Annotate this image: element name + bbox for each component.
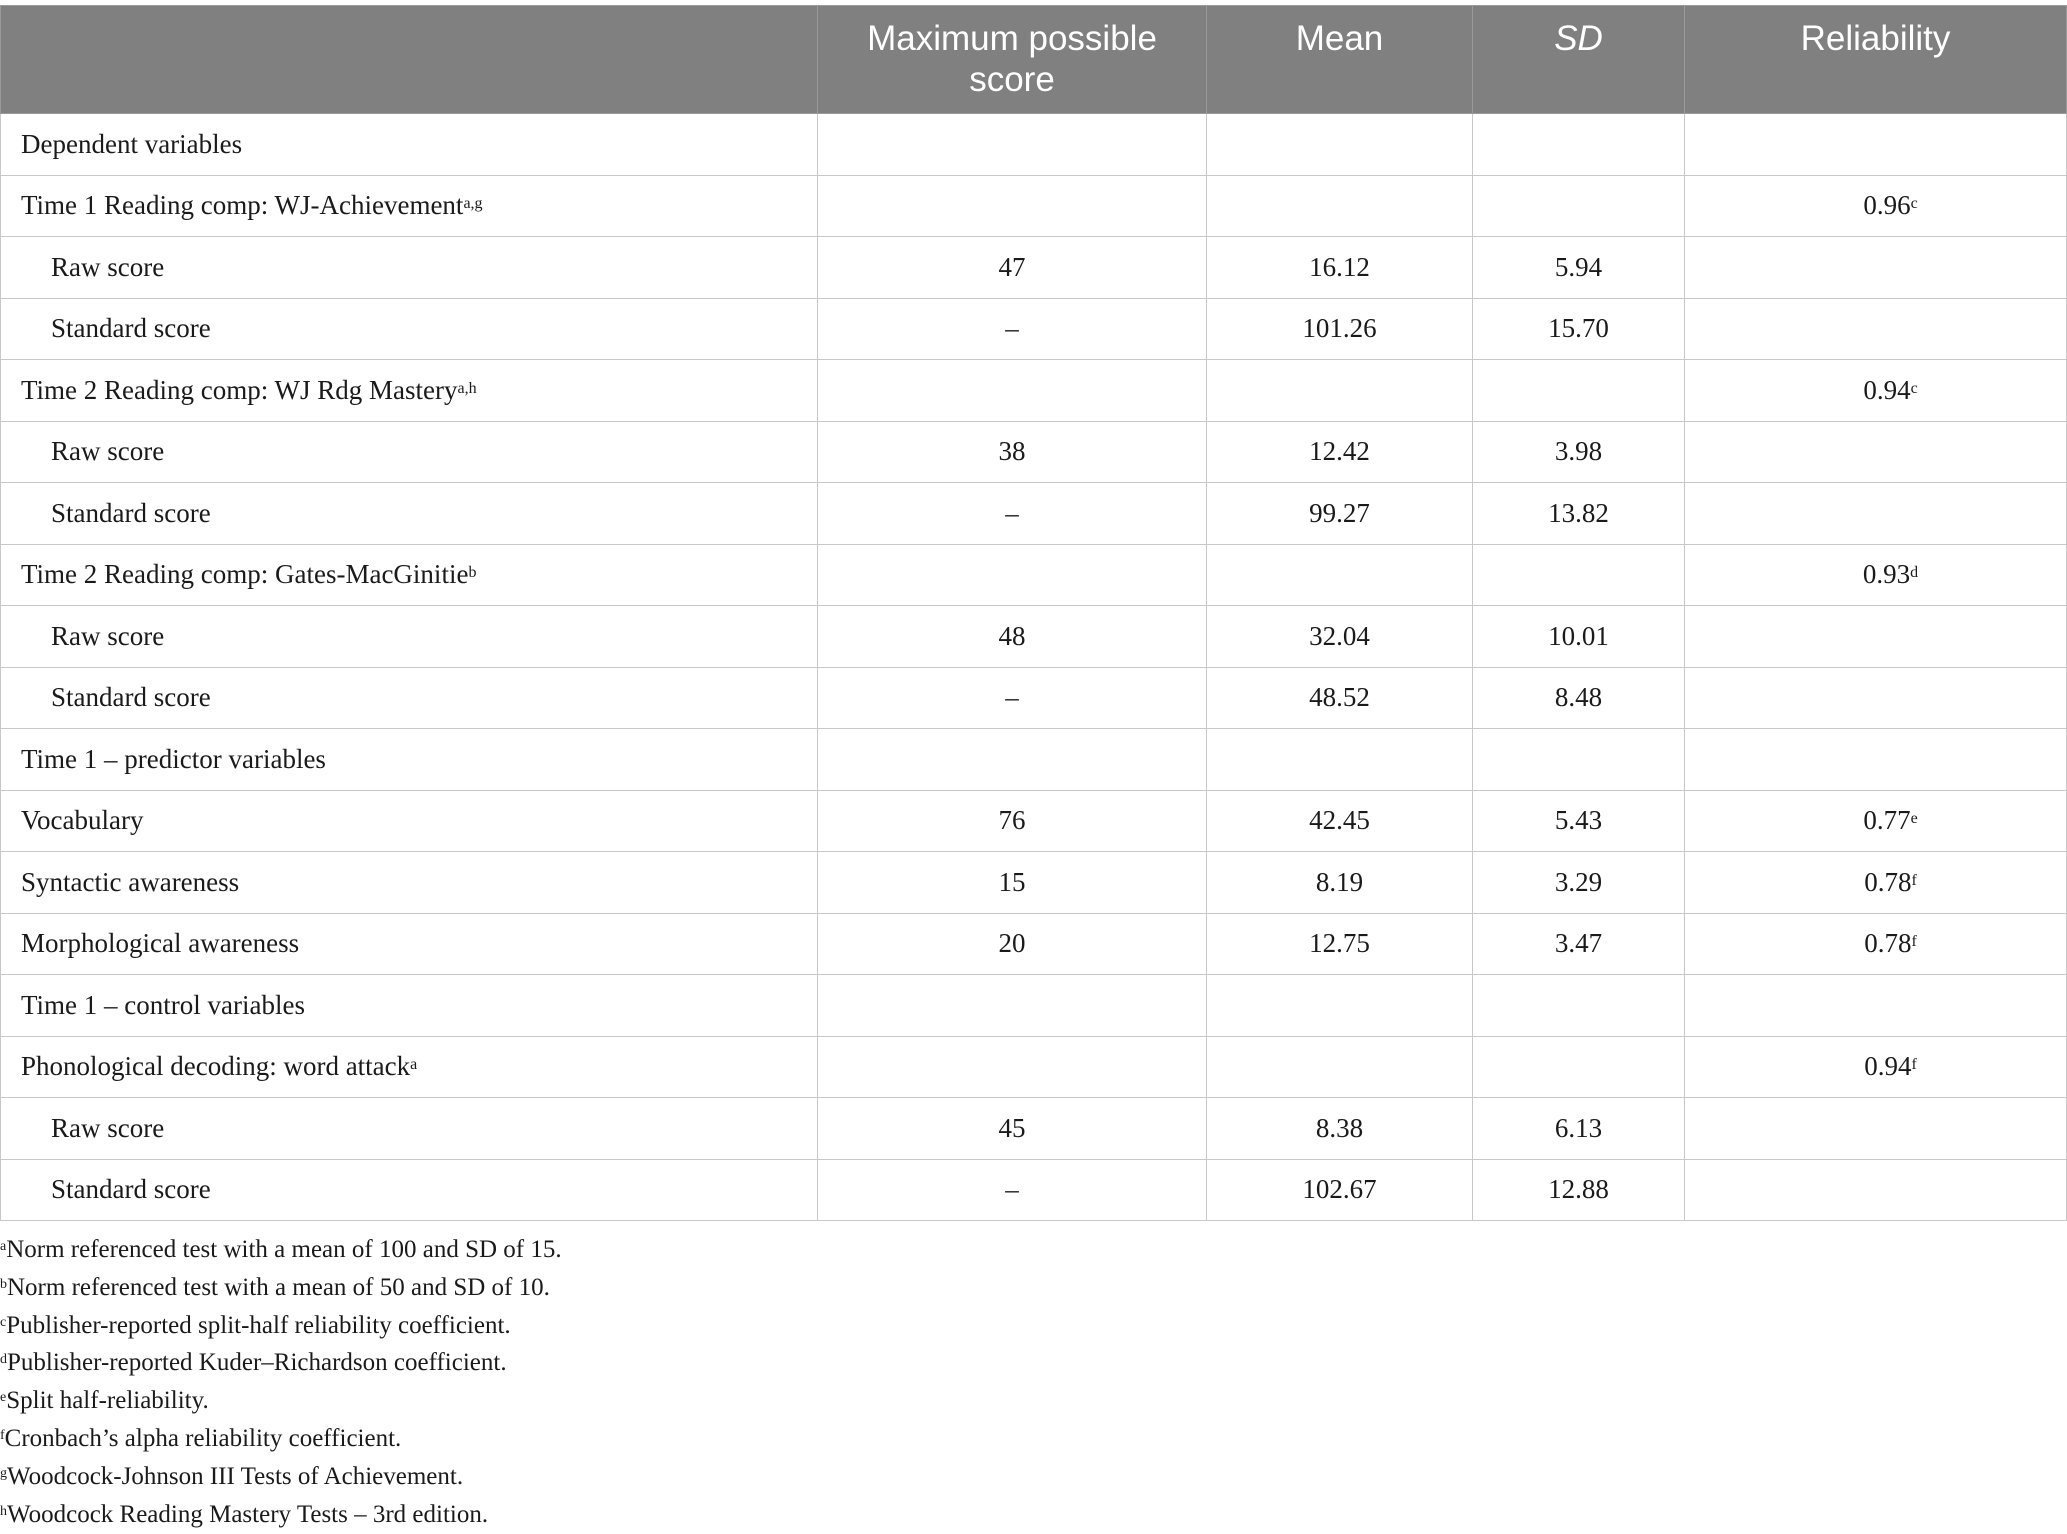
- reliability-cell: [1685, 790, 2067, 852]
- reliability-value: 0.77: [1863, 805, 1911, 836]
- footnote-text: Publisher-reported split-half reliability coefficient.: [6, 1311, 511, 1339]
- sd-cell: 3.98: [1473, 421, 1685, 483]
- footnote-item: [0, 1496, 2060, 1534]
- reliability-value: 0.94: [1863, 374, 1911, 405]
- reliability-footnote-mark: f: [1911, 933, 1917, 951]
- sd-cell: [1473, 975, 1685, 1037]
- descriptive-statistics-table: [0, 5, 2067, 1221]
- reliability-cell: [1685, 729, 2067, 791]
- mean-cell: [1207, 729, 1473, 791]
- table-row: [1, 667, 2067, 729]
- mean-cell: 32.04: [1207, 606, 1473, 668]
- footnote-mark: b: [0, 1276, 7, 1292]
- footnote-mark: e: [0, 1390, 7, 1406]
- mean-cell: 99.27: [1207, 483, 1473, 545]
- reliability-cell: [1685, 298, 2067, 360]
- footnote-text: Publisher-reported Kuder–Richardson coefficient.: [7, 1349, 507, 1377]
- sd-cell: [1473, 544, 1685, 606]
- footnote-item: [0, 1231, 2060, 1269]
- table-row: [1, 1036, 2067, 1098]
- reliability-cell: [1685, 667, 2067, 729]
- mean-cell: [1207, 360, 1473, 422]
- table-row: [1, 114, 2067, 176]
- table-body: [1, 114, 2067, 1221]
- footnote-item: [0, 1458, 2060, 1496]
- row-label-cell: [1, 544, 818, 606]
- sd-cell: 13.82: [1473, 483, 1685, 545]
- table-row: [1, 360, 2067, 422]
- sd-cell: 5.94: [1473, 237, 1685, 299]
- sd-cell: [1473, 729, 1685, 791]
- table-row: [1, 852, 2067, 914]
- max-possible-score-cell: –: [818, 1159, 1207, 1221]
- table-footnotes: [0, 1231, 2060, 1533]
- sd-cell: 6.13: [1473, 1098, 1685, 1160]
- max-possible-score-cell: 38: [818, 421, 1207, 483]
- table-row: [1, 298, 2067, 360]
- row-label-cell: [1, 1159, 818, 1221]
- row-label-footnote-mark: b: [468, 564, 477, 582]
- footnote-item: [0, 1344, 2060, 1382]
- row-label-cell: [1, 298, 818, 360]
- reliability-cell: [1685, 237, 2067, 299]
- row-label: Raw score: [51, 251, 165, 282]
- table-row: [1, 913, 2067, 975]
- reliability-footnote-mark: c: [1910, 379, 1918, 397]
- max-possible-score-cell: 45: [818, 1098, 1207, 1160]
- sd-cell: 8.48: [1473, 667, 1685, 729]
- max-possible-score-cell: 15: [818, 852, 1207, 914]
- row-label: Time 1 Reading comp: WJ-Achievement: [21, 190, 464, 221]
- header-max-possible-score: Maximum possible score: [818, 6, 1207, 114]
- max-possible-score-cell: [818, 729, 1207, 791]
- row-label-cell: [1, 360, 818, 422]
- header-blank: [1, 6, 818, 114]
- sd-cell: 3.47: [1473, 913, 1685, 975]
- row-label-cell: [1, 606, 818, 668]
- row-label-cell: [1, 667, 818, 729]
- row-label: Time 2 Reading comp: WJ Rdg Mastery: [21, 374, 458, 405]
- reliability-footnote-mark: c: [1910, 195, 1918, 213]
- table-row: [1, 790, 2067, 852]
- reliability-cell: [1685, 114, 2067, 176]
- footnote-text: Norm referenced test with a mean of 100 and SD of 15.: [6, 1236, 562, 1263]
- row-label-cell: [1, 421, 818, 483]
- max-possible-score-cell: [818, 975, 1207, 1037]
- row-label: Morphological awareness: [21, 928, 300, 959]
- reliability-cell: [1685, 1159, 2067, 1221]
- footnote-item: [0, 1269, 2060, 1307]
- row-label-cell: [1, 175, 818, 237]
- footnote-text: Cronbach’s alpha reliability coefficient.: [4, 1424, 402, 1452]
- reliability-cell: [1685, 1036, 2067, 1098]
- header-row: [1, 6, 2067, 114]
- table-row: [1, 975, 2067, 1037]
- reliability-cell: [1685, 606, 2067, 668]
- row-label-footnote-mark: a,h: [457, 379, 477, 397]
- sd-cell: 10.01: [1473, 606, 1685, 668]
- footnote-item: [0, 1382, 2060, 1420]
- row-label-cell: [1, 237, 818, 299]
- sd-cell: 12.88: [1473, 1159, 1685, 1221]
- row-label-footnote-mark: a: [410, 1056, 418, 1074]
- table-row: [1, 237, 2067, 299]
- row-label: Dependent variables: [21, 128, 243, 159]
- row-label: Standard score: [51, 682, 211, 713]
- reliability-cell: [1685, 421, 2067, 483]
- table-row: [1, 729, 2067, 791]
- footnote-item: [0, 1307, 2060, 1345]
- mean-cell: 8.38: [1207, 1098, 1473, 1160]
- footnote-text: Woodcock-Johnson III Tests of Achievement.: [7, 1462, 464, 1490]
- mean-cell: 48.52: [1207, 667, 1473, 729]
- sd-cell: 15.70: [1473, 298, 1685, 360]
- mean-cell: [1207, 1036, 1473, 1098]
- footnote-text: Split half-reliability.: [6, 1387, 209, 1415]
- table-row: [1, 1098, 2067, 1160]
- row-label-cell: [1, 729, 818, 791]
- header-mean: Mean: [1207, 6, 1473, 114]
- row-label-cell: [1, 114, 818, 176]
- footnote-text: Norm referenced test with a mean of 50 and SD of 10.: [7, 1273, 550, 1301]
- row-label: Raw score: [51, 1112, 165, 1143]
- row-label-cell: [1, 852, 818, 914]
- max-possible-score-cell: [818, 1036, 1207, 1098]
- mean-cell: [1207, 175, 1473, 237]
- table-row: [1, 544, 2067, 606]
- table-row: [1, 483, 2067, 545]
- footnote-mark: g: [0, 1465, 7, 1481]
- reliability-cell: [1685, 360, 2067, 422]
- reliability-cell: [1685, 852, 2067, 914]
- footnote-mark: d: [0, 1352, 7, 1368]
- reliability-cell: [1685, 913, 2067, 975]
- row-label-footnote-mark: a,g: [463, 195, 483, 213]
- reliability-footnote-mark: f: [1911, 1056, 1917, 1074]
- row-label: Raw score: [51, 436, 165, 467]
- mean-cell: 16.12: [1207, 237, 1473, 299]
- row-label: Standard score: [51, 497, 211, 528]
- row-label-cell: [1, 790, 818, 852]
- descriptive-statistics-table-container: [0, 5, 2066, 1221]
- mean-cell: [1207, 544, 1473, 606]
- table-row: [1, 1159, 2067, 1221]
- row-label: Vocabulary: [21, 805, 144, 836]
- reliability-footnote-mark: e: [1910, 810, 1918, 828]
- table-row: [1, 175, 2067, 237]
- row-label-cell: [1, 1036, 818, 1098]
- mean-cell: 8.19: [1207, 852, 1473, 914]
- reliability-value: 0.93: [1862, 559, 1911, 590]
- mean-cell: 102.67: [1207, 1159, 1473, 1221]
- max-possible-score-cell: –: [818, 483, 1207, 545]
- max-possible-score-cell: –: [818, 667, 1207, 729]
- header-sd: SD: [1473, 6, 1685, 114]
- sd-cell: [1473, 175, 1685, 237]
- sd-cell: [1473, 114, 1685, 176]
- table-row: [1, 606, 2067, 668]
- mean-cell: 42.45: [1207, 790, 1473, 852]
- table-header: [1, 6, 2067, 114]
- row-label: Time 1 – predictor variables: [21, 743, 326, 774]
- sd-cell: [1473, 360, 1685, 422]
- reliability-footnote-mark: d: [1910, 564, 1919, 582]
- mean-cell: 101.26: [1207, 298, 1473, 360]
- row-label-cell: [1, 913, 818, 975]
- reliability-value: 0.78: [1864, 866, 1912, 897]
- reliability-footnote-mark: f: [1911, 871, 1917, 889]
- row-label: Time 1 – control variables: [21, 989, 305, 1020]
- row-label: Raw score: [51, 620, 165, 651]
- max-possible-score-cell: [818, 544, 1207, 606]
- sd-cell: 5.43: [1473, 790, 1685, 852]
- reliability-cell: [1685, 544, 2067, 606]
- row-label: Standard score: [51, 313, 211, 344]
- reliability-value: 0.94: [1864, 1051, 1912, 1082]
- reliability-cell: [1685, 483, 2067, 545]
- row-label: Syntactic awareness: [21, 866, 240, 897]
- reliability-cell: [1685, 975, 2067, 1037]
- max-possible-score-cell: 47: [818, 237, 1207, 299]
- max-possible-score-cell: [818, 175, 1207, 237]
- row-label-cell: [1, 1098, 818, 1160]
- row-label: Phonological decoding: word attack: [21, 1051, 411, 1082]
- mean-cell: 12.42: [1207, 421, 1473, 483]
- sd-cell: 3.29: [1473, 852, 1685, 914]
- reliability-cell: [1685, 1098, 2067, 1160]
- header-reliability: Reliability: [1685, 6, 2067, 114]
- max-possible-score-cell: [818, 360, 1207, 422]
- max-possible-score-cell: [818, 114, 1207, 176]
- reliability-cell: [1685, 175, 2067, 237]
- footnote-mark: f: [0, 1427, 5, 1443]
- max-possible-score-cell: 76: [818, 790, 1207, 852]
- row-label-cell: [1, 975, 818, 1037]
- row-label: Time 2 Reading comp: Gates-MacGinitie: [21, 559, 469, 590]
- footnote-text: Woodcock Reading Mastery Tests – 3rd edition.: [7, 1500, 489, 1528]
- footnote-mark: a: [0, 1239, 7, 1254]
- row-label-cell: [1, 483, 818, 545]
- mean-cell: [1207, 114, 1473, 176]
- sd-cell: [1473, 1036, 1685, 1098]
- max-possible-score-cell: 20: [818, 913, 1207, 975]
- max-possible-score-cell: 48: [818, 606, 1207, 668]
- max-possible-score-cell: –: [818, 298, 1207, 360]
- footnote-mark: c: [0, 1314, 7, 1330]
- reliability-value: 0.78: [1864, 928, 1912, 959]
- table-row: [1, 421, 2067, 483]
- footnote-item: [0, 1420, 2060, 1458]
- mean-cell: [1207, 975, 1473, 1037]
- row-label: Standard score: [51, 1174, 211, 1205]
- reliability-value: 0.96: [1863, 190, 1911, 221]
- footnote-mark: h: [0, 1503, 7, 1519]
- mean-cell: 12.75: [1207, 913, 1473, 975]
